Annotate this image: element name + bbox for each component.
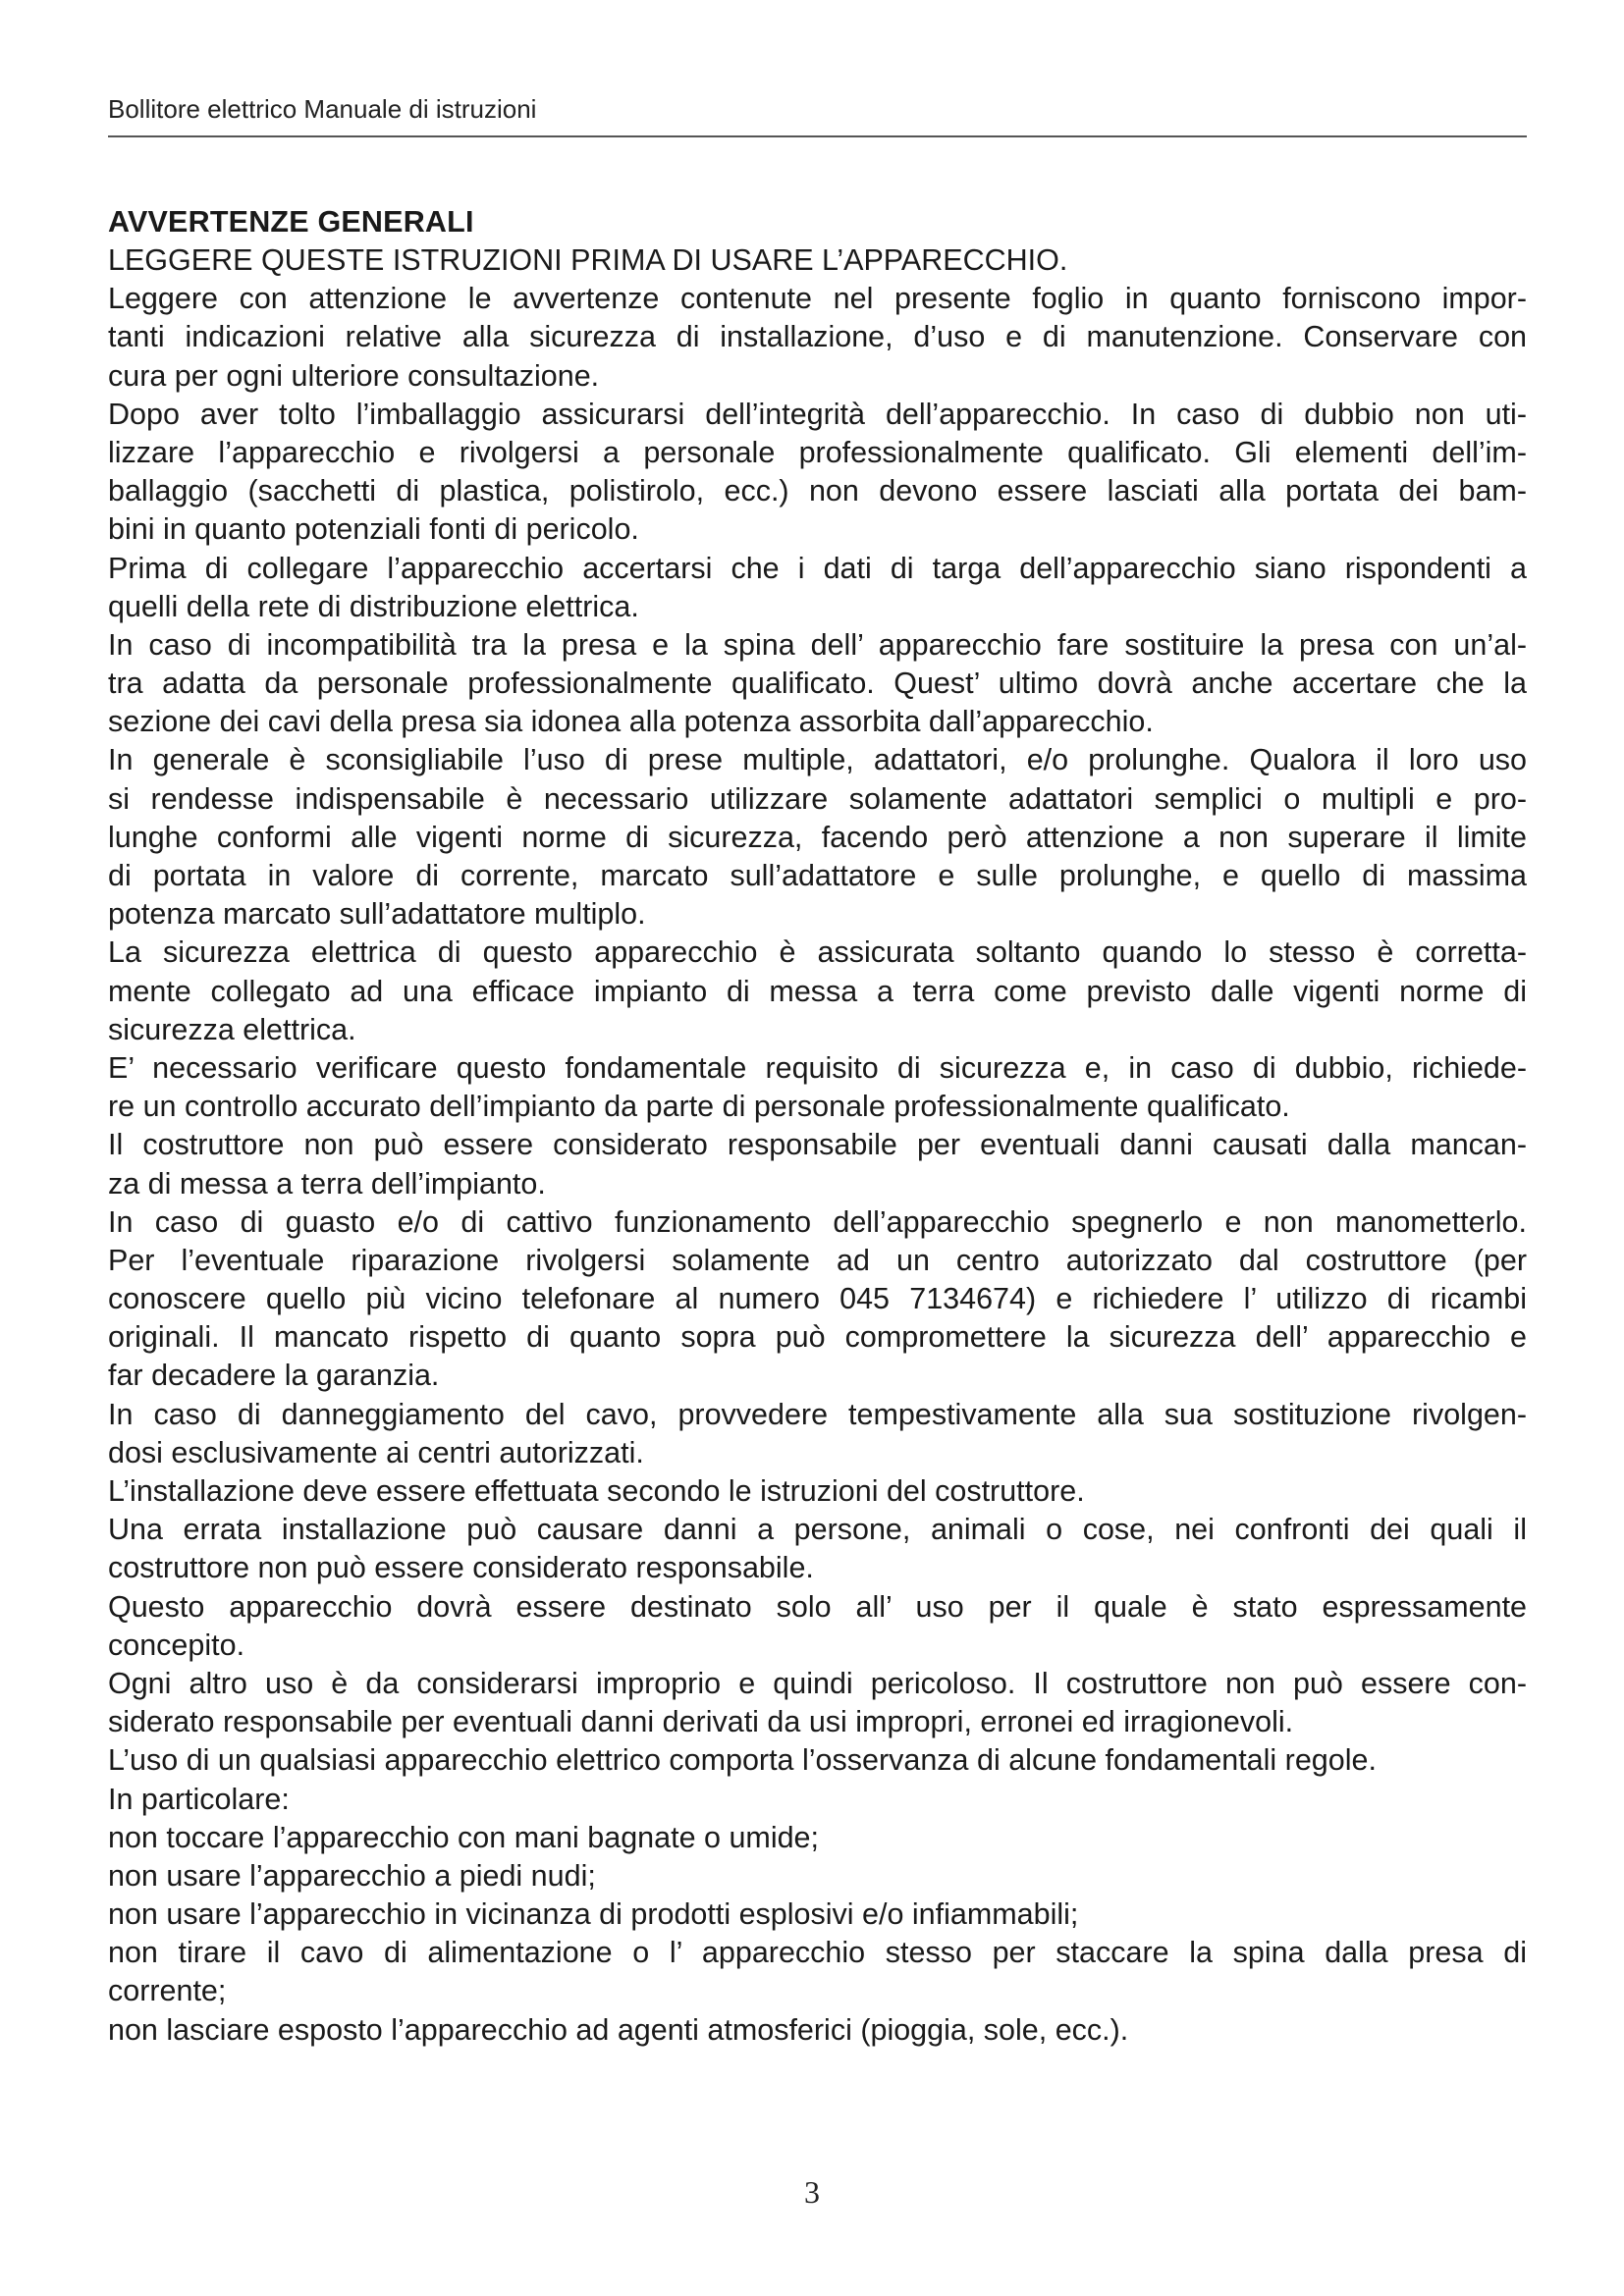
text-line: Una errata installazione può causare danni a persone, animali o cose, nei confronti dei quali il xyxy=(108,1513,1527,1547)
text-line: potenza marcato sull’adattatore multiplo. xyxy=(108,897,646,932)
text-line: mente collegato ad una efficace impianto di messa a terra come previsto dalle vigenti norme di xyxy=(108,974,1527,1008)
text-line: quelli della rete di distribuzione elettrica. xyxy=(108,589,639,623)
text-line: lunghe conformi alle vigenti norme di sicurezza, facendo però attenzione a non superare il limite xyxy=(108,820,1527,854)
text-line: Ogni altro uso è da considerarsi improprio e quindi pericoloso. Il costruttore non può essere con- xyxy=(108,1666,1527,1700)
text-line: far decadere la garanzia. xyxy=(108,1359,440,1393)
body-text xyxy=(108,241,1527,2050)
text-line: dosi esclusivamente ai centri autorizzati. xyxy=(108,1435,644,1469)
text-line: In caso di danneggiamento del cavo, provvedere tempestivamente alla sua sostituzione rivolgen- xyxy=(108,1397,1527,1431)
text-line: lizzare l’apparecchio e rivolgersi a personale professionalmente qualificato. Gli elementi dell’im- xyxy=(108,435,1527,469)
text-line: costruttore non può essere considerato responsabile. xyxy=(108,1551,814,1585)
text-line: di portata in valore di corrente, marcato sull’adattatore e sulle prolunghe, e quello di massima xyxy=(108,859,1527,892)
text-line: sezione dei cavi della presa sia idonea alla potenza assorbita dall’apparecchio. xyxy=(108,705,1154,739)
text-line: tanti indicazioni relative alla sicurezza di installazione, d’uso e di manutenzione. Conservare con xyxy=(108,320,1527,354)
text-line: za di messa a terra dell’impianto. xyxy=(108,1166,546,1201)
text-line: L’installazione deve essere effettuata secondo le istruzioni del costruttore. xyxy=(108,1474,1085,1508)
text-line: Questo apparecchio dovrà essere destinato solo all’ uso per il quale è stato espressamente xyxy=(108,1589,1527,1624)
text-line: non usare l’apparecchio in vicinanza di prodotti esplosivi e/o infiammabili; xyxy=(108,1897,1079,1932)
text-line: L’uso di un qualsiasi apparecchio elettrico comporta l’osservanza di alcune fondamentali regole. xyxy=(108,1743,1377,1778)
text-line: Per l’eventuale riparazione rivolgersi solamente ad un centro autorizzato dal costruttore (per xyxy=(108,1243,1527,1277)
text-line: In particolare: xyxy=(108,1782,290,1816)
text-line: corrente; xyxy=(108,1974,227,2008)
text-line: non toccare l’apparecchio con mani bagnate o umide; xyxy=(108,1820,819,1854)
text-line: siderato responsabile per eventuali danni derivati da usi impropri, erronei ed irragionevoli. xyxy=(108,1705,1294,1739)
text-line: concepito. xyxy=(108,1628,245,1662)
text-line: non tirare il cavo di alimentazione o l’ apparecchio stesso per staccare la spina dalla presa di xyxy=(108,1936,1527,1970)
text-line: bini in quanto potenziali fonti di pericolo. xyxy=(108,512,639,547)
text-line: In generale è sconsigliabile l’uso di prese multiple, adattatori, e/o prolunghe. Qualora il loro uso xyxy=(108,743,1527,777)
text-line: Prima di collegare l’apparecchio accertarsi che i dati di targa dell’apparecchio siano rispondenti a xyxy=(108,551,1527,585)
text-line: tra adatta da personale professionalmente qualificato. Quest’ ultimo dovrà anche accertare che la xyxy=(108,667,1527,701)
text-line: conoscere quello più vicino telefonare al numero 045 7134674) e richiedere l’ utilizzo di ricambi xyxy=(108,1282,1527,1316)
text-line: si rendesse indispensabile è necessario utilizzare solamente adattatori semplici o multipli e pro- xyxy=(108,781,1527,816)
text-line: Il costruttore non può essere considerato responsabile per eventuali danni causati dalla mancan- xyxy=(108,1128,1527,1162)
text-line: LEGGERE QUESTE ISTRUZIONI PRIMA DI USARE L’APPARECCHIO. xyxy=(108,243,1068,277)
text-line: originali. Il mancato rispetto di quanto sopra può compromettere la sicurezza dell’ apparecchio e xyxy=(108,1320,1527,1355)
page-header xyxy=(108,94,1527,137)
text-line: In caso di incompatibilità tra la presa e la spina dell’ apparecchio fare sostituire la presa con un’al- xyxy=(108,627,1527,662)
text-line: Dopo aver tolto l’imballaggio assicurarsi dell’integrità dell’apparecchio. In caso di dubbio non uti- xyxy=(108,397,1527,431)
main-content xyxy=(108,203,1527,2050)
text-line: In caso di guasto e/o di cattivo funzionamento dell’apparecchio spegnerlo e non manometterlo. xyxy=(108,1204,1527,1239)
section-title: AVVERTENZE GENERALI xyxy=(108,205,474,239)
text-line: cura per ogni ulteriore consultazione. xyxy=(108,358,600,393)
text-line: non usare l’apparecchio a piedi nudi; xyxy=(108,1858,596,1893)
text-line: Leggere con attenzione le avvertenze contenute nel presente foglio in quanto forniscono impor- xyxy=(108,282,1527,316)
text-line: non lasciare esposto l’apparecchio ad agenti atmosferici (pioggia, sole, ecc.). xyxy=(108,2012,1129,2047)
text-line: E’ necessario verificare questo fondamentale requisito di sicurezza e, in caso di dubbio, richiede- xyxy=(108,1050,1527,1085)
page-number: 3 xyxy=(804,2174,820,2210)
running-title: Bollitore elettrico Manuale di istruzioni xyxy=(108,94,537,124)
text-line: sicurezza elettrica. xyxy=(108,1012,356,1046)
text-line: re un controllo accurato dell’impianto da parte di personale professionalmente qualificato. xyxy=(108,1090,1290,1124)
text-line: La sicurezza elettrica di questo apparecchio è assicurata soltanto quando lo stesso è corretta- xyxy=(108,935,1527,970)
text-line: ballaggio (sacchetti di plastica, polistirolo, ecc.) non devono essere lasciati alla portata dei bam- xyxy=(108,474,1527,508)
